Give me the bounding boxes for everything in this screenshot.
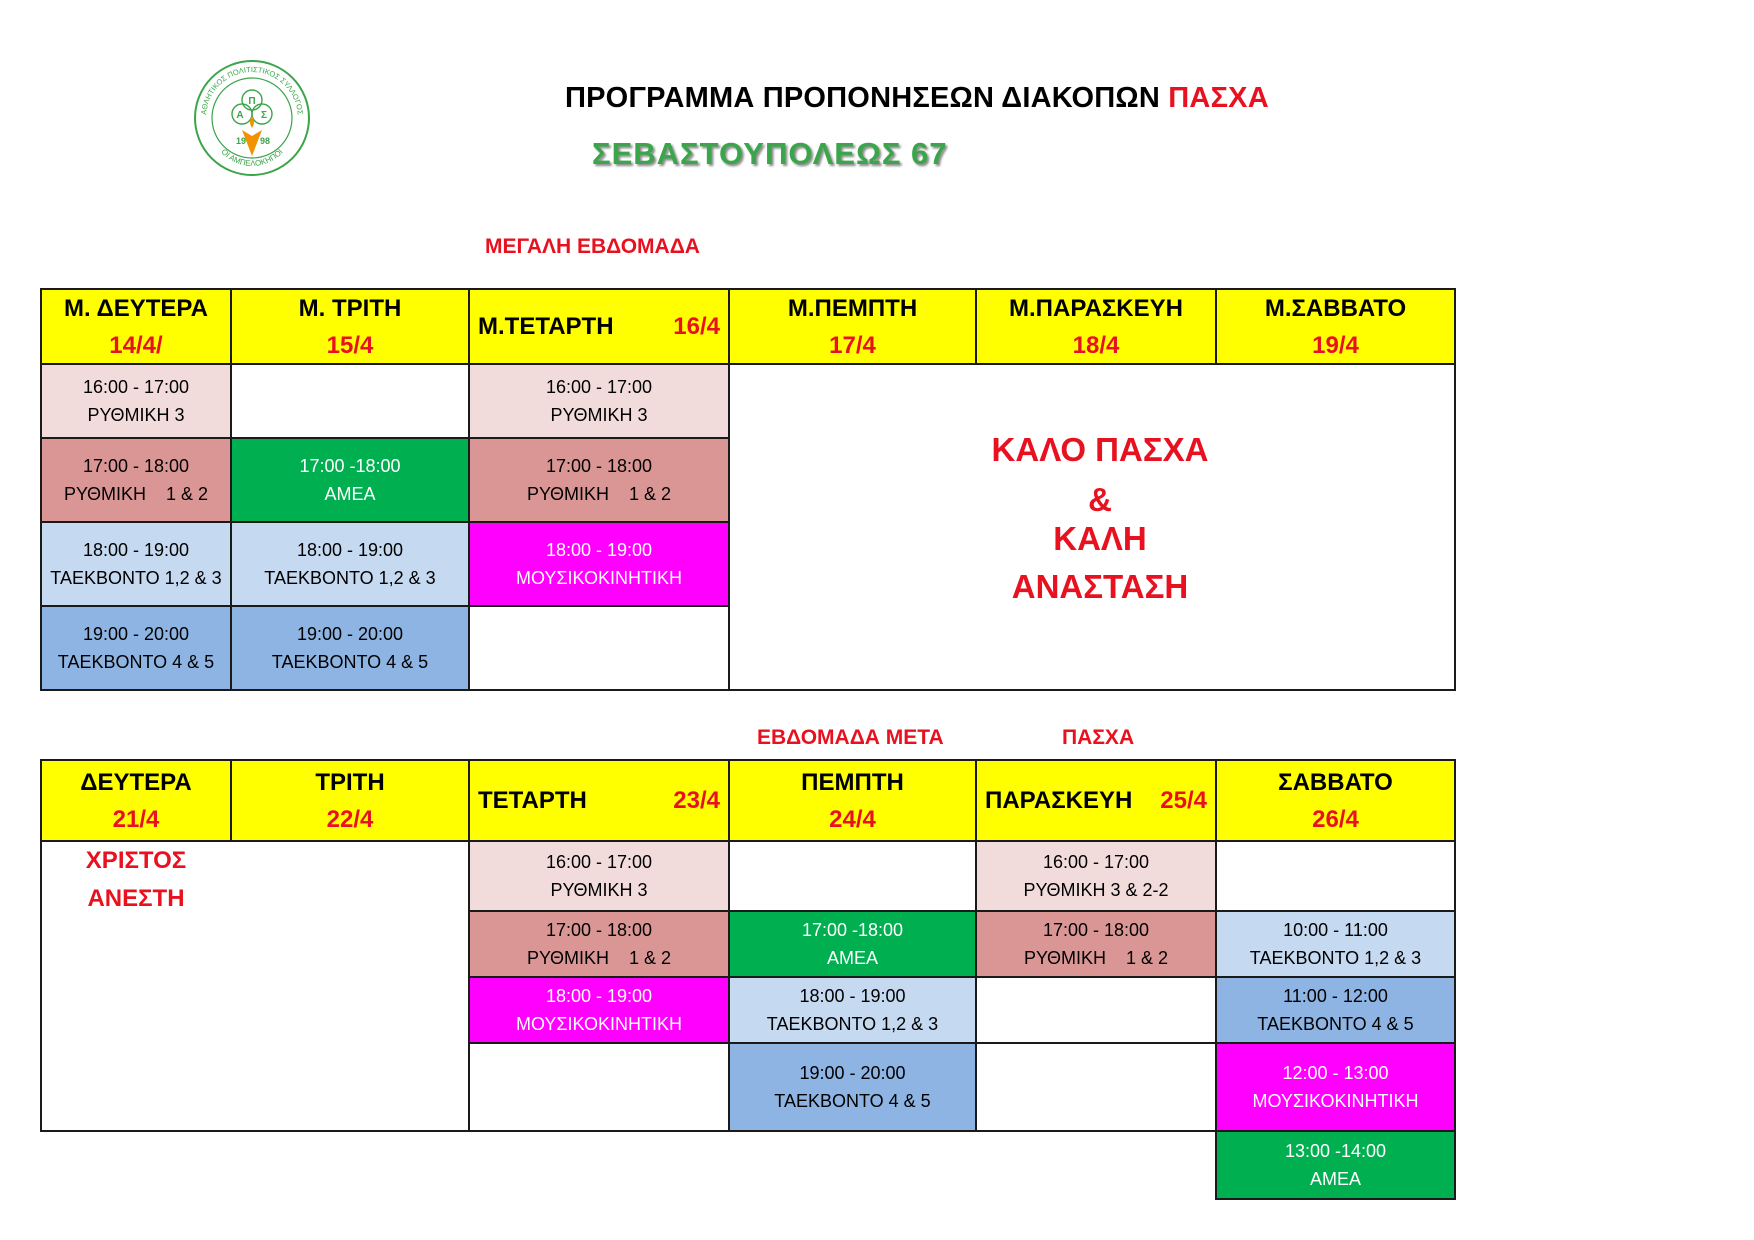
svg-text:Π: Π [248, 96, 256, 107]
page-subtitle: ΣΕΒΑΣΤΟΥΠΟΛΕΩΣ 67 [592, 136, 948, 171]
w1-wed-slot-1: 16:00 - 17:00 ΡΥΘΜΙΚΗ 3 [468, 363, 730, 439]
title-accent: ΠΑΣΧΑ [1168, 82, 1269, 114]
w1-header-wed: Μ.ΤΕΤΑΡΤΗ 16/4 [468, 288, 730, 365]
w1-mon-slot-4: 19:00 - 20:00 ΤΑΕΚΒΟΝΤΟ 4 & 5 [40, 605, 232, 691]
w1-header-tue: Μ. ΤΡΙΤΗ 15/4 [230, 288, 470, 365]
w1-mon-slot-3: 18:00 - 19:00 ΤΑΕΚΒΟΝΤΟ 1,2 & 3 [40, 521, 232, 607]
w2-sat-slot-4: 13:00 -14:00 ΑΜΕΑ [1215, 1130, 1456, 1200]
w2-header-thu: ΠΕΜΠΤΗ 24/4 [728, 759, 977, 842]
w2-thu-slot-2: 18:00 - 19:00 ΤΑΕΚΒΟΝΤΟ 1,2 & 3 [728, 976, 977, 1044]
w2-thu-slot-3: 19:00 - 20:00 ΤΑΕΚΒΟΝΤΟ 4 & 5 [728, 1042, 977, 1132]
w2-fri-slot-1: 16:00 - 17:00 ΡΥΘΜΙΚΗ 3 & 2-2 [975, 840, 1217, 912]
w2-fri-empty-1 [975, 976, 1217, 1044]
w2-holiday-block [40, 840, 470, 1132]
w2-header-tue: ΤΡΙΤΗ 22/4 [230, 759, 470, 842]
w2-header-fri: ΠΑΡΑΣΚΕΥΗ 25/4 [975, 759, 1217, 842]
w1-mon-slot-1: 16:00 - 17:00 ΡΥΘΜΙΚΗ 3 [40, 363, 232, 439]
w1-header-mon: Μ. ΔΕΥΤΕΡΑ 14/4/ [40, 288, 232, 365]
w2-header-sat: ΣΑΒΒΑΤΟ 26/4 [1215, 759, 1456, 842]
holiday-line-2: ΑΝΕΣΤΗ [87, 885, 185, 912]
w2-sat-slot-2: 11:00 - 12:00 ΤΑΕΚΒΟΝΤΟ 4 & 5 [1215, 976, 1456, 1044]
w1-tue-slot-2: 18:00 - 19:00 ΤΑΕΚΒΟΝΤΟ 1,2 & 3 [230, 521, 470, 607]
w1-header-sat: Μ.ΣΑΒΒΑΤΟ 19/4 [1215, 288, 1456, 365]
greeting-line-3: ΚΑΛΗ [1053, 520, 1147, 557]
week2-label-right: ΠΑΣΧΑ [1062, 726, 1135, 749]
w1-header-thu: Μ.ΠΕΜΠΤΗ 17/4 [728, 288, 977, 365]
w2-header-wed: ΤΕΤΑΡΤΗ 23/4 [468, 759, 730, 842]
w2-header-mon: ΔΕΥΤΕΡΑ 21/4 [40, 759, 232, 842]
w1-mon-slot-2: 17:00 - 18:00 ΡΥΘΜΙΚΗ 1 & 2 [40, 437, 232, 523]
svg-text:Α: Α [236, 110, 244, 121]
w2-sat-slot-3: 12:00 - 13:00 ΜΟΥΣΙΚΟΚΙΝΗΤΙΚΗ [1215, 1042, 1456, 1132]
w2-thu-empty [728, 840, 977, 912]
w2-sat-empty [1215, 840, 1456, 912]
greeting-line-1: ΚΑΛΟ ΠΑΣΧΑ [991, 431, 1209, 468]
w2-fri-empty-2 [975, 1042, 1217, 1132]
svg-text:ΑΘΛΗΤΙΚΟΣ ΠΟΛΙΤΙΣΤΙΚΟΣ ΣΥΛΛΟΓΟ: ΑΘΛΗΤΙΚΟΣ ΠΟΛΙΤΙΣΤΙΚΟΣ ΣΥΛΛΟΓΟΣ [199, 64, 305, 116]
w2-thu-slot-1: 17:00 -18:00 ΑΜΕΑ [728, 910, 977, 978]
w2-sat-slot-1: 10:00 - 11:00 ΤΑΕΚΒΟΝΤΟ 1,2 & 3 [1215, 910, 1456, 978]
week1-label: ΜΕΓΑΛΗ ΕΒΔΟΜΑΔΑ [485, 235, 700, 258]
w1-header-fri: Μ.ΠΑΡΑΣΚΕΥΗ 18/4 [975, 288, 1217, 365]
w2-wed-slot-1: 16:00 - 17:00 ΡΥΘΜΙΚΗ 3 [468, 840, 730, 912]
svg-text:98: 98 [260, 136, 271, 146]
w1-wed-empty [468, 605, 730, 691]
w1-wed-slot-2: 17:00 - 18:00 ΡΥΘΜΙΚΗ 1 & 2 [468, 437, 730, 523]
greeting-line-2: & [1088, 481, 1112, 518]
week2-label-left: ΕΒΔΟΜΑΔΑ ΜΕΤΑ [757, 726, 944, 749]
greeting-line-4: ΑΝΑΣΤΑΣΗ [1011, 568, 1189, 605]
w2-wed-slot-2: 17:00 - 18:00 ΡΥΘΜΙΚΗ 1 & 2 [468, 910, 730, 978]
title-main: ΠΡΟΓΡΑΜΜΑ ΠΡΟΠΟΝΗΣΕΩΝ ΔΙΑΚΟΠΩΝ [565, 82, 1169, 114]
page-title [565, 82, 1269, 115]
svg-text:ΟΙ ΑΜΠΕΛΟΚΗΠΟΙ: ΟΙ ΑΜΠΕΛΟΚΗΠΟΙ [219, 147, 285, 169]
svg-text:Σ: Σ [260, 110, 268, 121]
club-logo [192, 58, 312, 178]
w2-fri-slot-2: 17:00 - 18:00 ΡΥΘΜΙΚΗ 1 & 2 [975, 910, 1217, 978]
w1-tue-slot-1: 17:00 -18:00 ΑΜΕΑ [230, 437, 470, 523]
svg-text:19: 19 [236, 136, 247, 146]
holiday-line-1: ΧΡΙΣΤΟΣ [85, 847, 187, 874]
w1-tue-empty [230, 363, 470, 439]
w1-wed-slot-3: 18:00 - 19:00 ΜΟΥΣΙΚΟΚΙΝΗΤΙΚΗ [468, 521, 730, 607]
w2-wed-slot-3: 18:00 - 19:00 ΜΟΥΣΙΚΟΚΙΝΗΤΙΚΗ [468, 976, 730, 1044]
w1-tue-slot-3: 19:00 - 20:00 ΤΑΕΚΒΟΝΤΟ 4 & 5 [230, 605, 470, 691]
w2-wed-empty [468, 1042, 730, 1132]
